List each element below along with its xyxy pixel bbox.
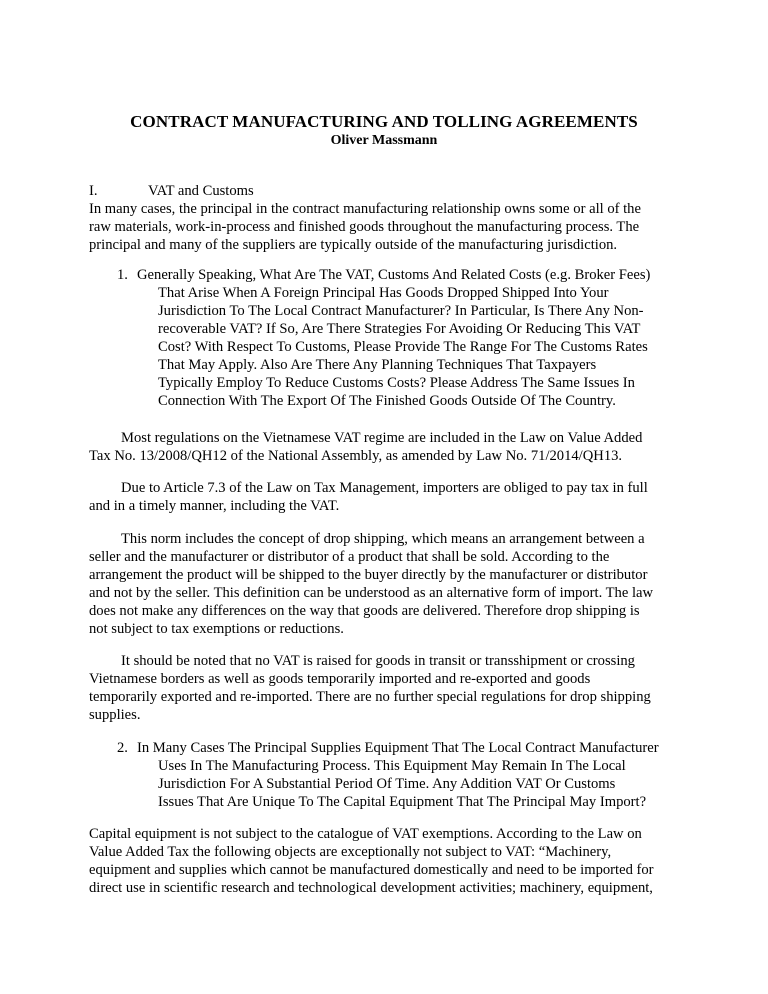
text-line: and not by the seller. This definition can be understood as an alternative form of import. The law [89, 585, 654, 601]
text-line: Most regulations on the Vietnamese VAT regime are included in the Law on Value Added [121, 430, 643, 446]
text-line: seller and the manufacturer or distributor of a product that shall be sold. According to the [89, 549, 610, 565]
text-line: supplies. [89, 707, 141, 723]
text-line: and in a timely manner, including the VAT. [89, 498, 340, 514]
text-line: raw materials, work-in-process and finished goods throughout the manufacturing process. The [89, 219, 640, 235]
question-line: Connection With The Export Of The Finished Goods Outside Of The Country. [158, 393, 616, 409]
question-line [117, 739, 697, 757]
text-line: It should be noted that no VAT is raised for goods in transit or transshipment or crossing [121, 653, 635, 669]
document-title: CONTRACT MANUFACTURING AND TOLLING AGREEMENTS [130, 112, 638, 131]
question-text: Generally Speaking, What Are The VAT, Customs And Related Costs (e.g. Broker Fees) [137, 267, 651, 283]
question-2 [117, 739, 697, 811]
text-line: Due to Article 7.3 of the Law on Tax Management, importers are obliged to pay tax in full [121, 480, 648, 496]
question-number: 1. [117, 267, 128, 283]
question-text: In Many Cases The Principal Supplies Equipment That The Local Contract Manufacturer [137, 740, 659, 756]
question-1 [117, 266, 697, 410]
section-number: I. [89, 183, 98, 199]
text-line: principal and many of the suppliers are typically outside of the manufacturing jurisdiction. [89, 237, 618, 253]
tax-management-paragraph [89, 479, 684, 515]
text-line: direct use in scientific research and technological development activities; machinery, equipment, [89, 880, 653, 896]
question-number: 2. [117, 740, 128, 756]
text-line: arrangement the product will be shipped to the buyer directly by the manufacturer or distributor [89, 567, 648, 583]
text-line: Capital equipment is not subject to the catalogue of VAT exemptions. According to the Law on [89, 826, 642, 842]
text-line: not subject to tax exemptions or reductions. [89, 621, 344, 637]
text-line: Value Added Tax the following objects are exceptionally not subject to VAT: “Machinery, [89, 844, 612, 860]
question-line: Uses In The Manufacturing Process. This Equipment May Remain In The Local [158, 758, 626, 774]
question-line [117, 266, 697, 284]
intro-paragraph [89, 200, 684, 254]
question-line: recoverable VAT? If So, Are There Strategies For Avoiding Or Reducing This VAT [158, 321, 641, 337]
question-line: Issues That Are Unique To The Capital Equipment That The Principal May Import? [158, 794, 647, 810]
text-line: does not make any differences on the way that goods are delivered. Therefore drop shipping is [89, 603, 640, 619]
text-line: temporarily exported and re-imported. There are no further special regulations for drop shipping [89, 689, 651, 705]
text-line: This norm includes the concept of drop shipping, which means an arrangement between a [121, 531, 645, 547]
text-line: equipment and supplies which cannot be manufactured domestically and need to be imported for [89, 862, 654, 878]
question-line: Cost? With Respect To Customs, Please Provide The Range For The Customs Rates [158, 339, 648, 355]
text-line: Tax No. 13/2008/QH12 of the National Assembly, as amended by Law No. 71/2014/QH13. [89, 448, 623, 464]
text-line: Vietnamese borders as well as goods temporarily imported and re-exported and goods [89, 671, 591, 687]
section-heading [89, 182, 689, 200]
document-author: Oliver Massmann [330, 133, 438, 148]
question-line: Jurisdiction To The Local Contract Manufacturer? In Particular, Is There Any Non- [158, 303, 644, 319]
capital-equipment-paragraph [89, 825, 684, 897]
question-line: That May Apply. Also Are There Any Planning Techniques That Taxpayers [158, 357, 597, 373]
transit-paragraph [89, 652, 684, 724]
question-line: That Arise When A Foreign Principal Has Goods Dropped Shipped Into Your [158, 285, 609, 301]
section-title: VAT and Customs [148, 183, 254, 199]
question-line: Jurisdiction For A Substantial Period Of Time. Any Addition VAT Or Customs [158, 776, 616, 792]
drop-shipping-paragraph [89, 530, 684, 638]
question-line: Typically Employ To Reduce Customs Costs? Please Address The Same Issues In [158, 375, 635, 391]
vat-law-paragraph [89, 429, 684, 465]
text-line: In many cases, the principal in the contract manufacturing relationship owns some or all of the [89, 201, 641, 217]
